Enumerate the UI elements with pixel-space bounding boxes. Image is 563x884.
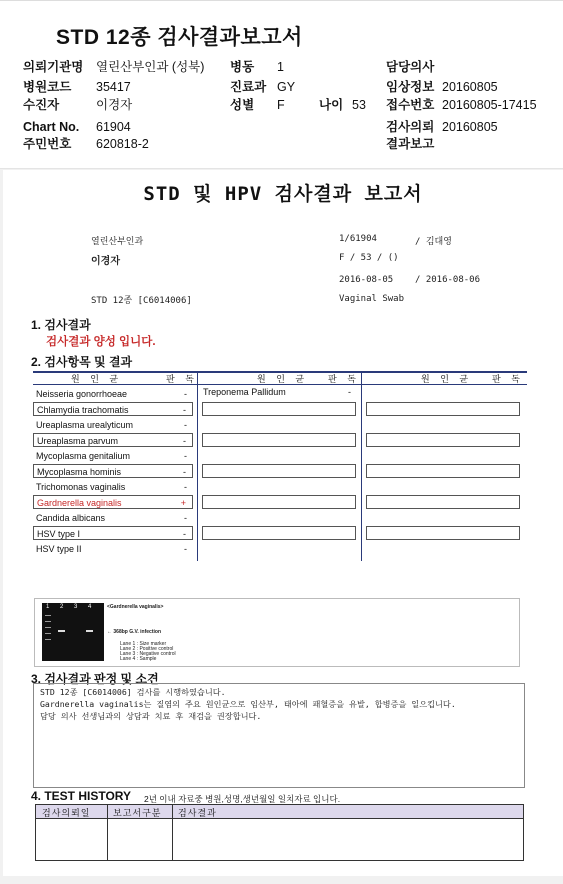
empty-cell <box>366 433 520 447</box>
label-institution: 의뢰기관명 <box>23 60 84 74</box>
value-department: GY <box>277 80 296 94</box>
result-row: Ureaplasma parvum - <box>33 433 193 447</box>
label-sex: 성별 <box>230 98 255 112</box>
label-hospital-code: 병원코드 <box>23 80 72 94</box>
section-1-heading: 1. 검사결과 <box>31 318 91 332</box>
label-resident-no: 주민번호 <box>23 137 72 151</box>
label-clinical-info: 임상정보 <box>386 80 435 94</box>
result-grid <box>33 371 527 561</box>
label-department: 진료과 <box>230 80 267 94</box>
opinion-line: Gardnerella vaginalis는 질염의 주요 원인균으로 임산부, 태아에 패혈증을 유발, 합병증을 일으킵니다. <box>40 699 456 709</box>
clinic-name: 열린산부인과 <box>91 237 144 247</box>
patient-name: 이경자 <box>91 256 120 267</box>
opinion-line: 담당 의사 선생님과의 상담과 치료 후 재검을 권장합니다. <box>40 711 262 721</box>
result-row: HSV type II - <box>36 544 187 554</box>
sex-age: F / 53 / () <box>339 253 399 263</box>
empty-cell <box>366 495 520 509</box>
positive-message: 검사결과 양성 입니다. <box>46 336 156 348</box>
label-report-date: 결과보고 <box>386 137 435 151</box>
history-col-report-type: 보고서구분 <box>113 808 162 818</box>
opinion-box <box>33 683 525 788</box>
value-chart-no: 61904 <box>96 120 131 134</box>
gel-electrophoresis-image: 1 2 3 4 <box>42 603 104 661</box>
gel-legend-3: Lane 3 : Negative control <box>120 651 176 657</box>
report-title: STD 및 HPV 검사결과 보고서 <box>143 183 423 205</box>
specimen: Vaginal Swab <box>339 294 405 304</box>
result-row: Ureaplasma urealyticum - <box>36 420 187 430</box>
report-page <box>3 170 563 876</box>
value-receipt-no: 20160805-17415 <box>442 98 537 112</box>
gel-band-label: ← 368bp G.V. infection <box>107 629 161 635</box>
empty-cell <box>366 526 520 540</box>
empty-cell <box>202 464 356 478</box>
col-header-result: 판 독 <box>166 374 198 384</box>
col-header-pathogen-3: 원 인 균 <box>421 374 473 384</box>
result-row: Mycoplasma genitalium - <box>36 451 187 461</box>
result-row: Trichomonas vaginalis - <box>36 482 187 492</box>
value-ward: 1 <box>277 60 284 74</box>
result-row: Candida albicans - <box>36 513 187 523</box>
empty-cell <box>366 464 520 478</box>
label-ward: 병동 <box>230 60 255 74</box>
result-row: HSV type I - <box>33 526 193 540</box>
label-chart-no: Chart No. <box>23 120 80 134</box>
value-request-date: 20160805 <box>442 120 498 134</box>
empty-cell <box>202 526 356 540</box>
result-row: Mycoplasma hominis - <box>33 464 193 478</box>
date-received: 2016-08-05 <box>339 275 394 285</box>
empty-cell <box>202 402 356 416</box>
label-receipt-no: 접수번호 <box>386 98 435 112</box>
result-row-positive: Gardnerella vaginalis + <box>33 495 193 509</box>
opinion-line: STD 12종 [C6014006] 검사를 시행하였습니다. <box>40 687 226 697</box>
value-hospital-code: 35417 <box>96 80 131 94</box>
history-col-result: 검사결과 <box>178 808 217 818</box>
value-institution: 열린산부인과 (성북) <box>96 60 205 74</box>
label-age: 나이 <box>319 98 344 112</box>
col-header-result-2: 판 독 <box>328 374 360 384</box>
value-clinical-info: 20160805 <box>442 80 498 94</box>
chart-number: 1/61904 <box>339 234 377 244</box>
history-note: 2년 이내 자료중 병원,성명,생년월일 일치자료 입니다. <box>144 794 341 804</box>
summary-header <box>0 0 563 169</box>
col-header-pathogen-2: 원 인 균 <box>257 374 309 384</box>
value-sex: F <box>277 98 285 112</box>
history-col-request-date: 검사의뢰일 <box>42 808 91 818</box>
result-row: Neisseria gonorrhoeae - <box>36 389 187 399</box>
date-reported: / 2016-08-06 <box>415 275 481 285</box>
label-request-date: 검사의뢰 <box>386 120 435 134</box>
col-header-result-3: 판 독 <box>492 374 524 384</box>
col-header-pathogen: 원 인 균 <box>71 374 123 384</box>
gel-legend-2: Lane 2 : Positive control <box>120 646 174 652</box>
label-patient: 수진자 <box>23 98 60 112</box>
doctor-name: / 김대영 <box>415 237 452 247</box>
empty-cell <box>202 495 356 509</box>
section-2-heading: 2. 검사항목 및 결과 <box>31 355 133 369</box>
empty-cell <box>202 433 356 447</box>
treponema-row: Treponema Pallidum - <box>203 387 351 397</box>
section-4-heading: 4. TEST HISTORY <box>31 789 132 803</box>
history-table-header <box>36 805 523 819</box>
summary-title: STD 12종 검사결과보고서 <box>56 26 303 49</box>
gel-title: <Gardnerella vaginalis> <box>107 604 164 610</box>
empty-cell <box>366 402 520 416</box>
value-age: 53 <box>352 98 366 112</box>
label-doctor: 담당의사 <box>386 60 435 74</box>
value-resident-no: 620818-2 <box>96 137 149 151</box>
gel-legend-1: Lane 1 : Size marker <box>120 641 167 647</box>
section-3-heading: 3. 검사결과 판정 및 소견 <box>31 672 159 686</box>
test-name: STD 12종 [C6014006] <box>91 296 192 306</box>
history-table <box>35 804 524 861</box>
gel-legend-4: Lane 4 : Sample <box>120 656 157 662</box>
value-patient: 이경자 <box>96 98 133 112</box>
result-row: Chlamydia trachomatis - <box>33 402 193 416</box>
